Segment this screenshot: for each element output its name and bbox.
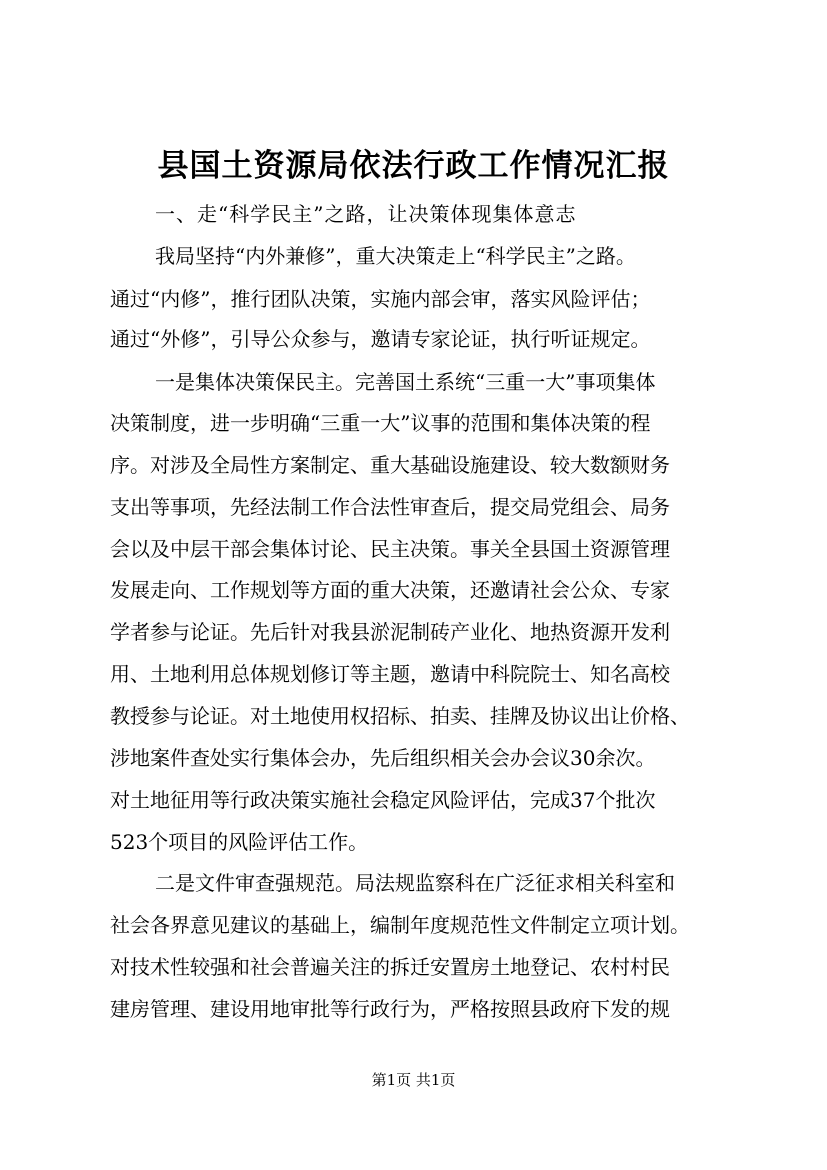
text-line: 建房管理、建设用地审批等行政行为，严格按照县政府下发的规 (110, 997, 670, 1021)
text-line: 涉地案件查处实行集体会办，先后组织相关会办会议30余次。 (110, 746, 656, 770)
text-line: 通过“外修”，引导公众参与，邀请专家论证，执行听证规定。 (110, 327, 651, 351)
text-line: 对技术性较强和社会普遍关注的拆迁安置房土地登记、农村村民 (110, 955, 670, 979)
text-line: 对土地征用等行政决策实施社会稳定风险评估，完成37个批次 (110, 788, 656, 812)
text-line: 支出等事项，先经法制工作合法性审查后，提交局党组会、局务 (110, 495, 670, 519)
text-line: 会以及中层干部会集体讨论、民主决策。事关全县国土资源管理 (110, 537, 670, 561)
text-line: 我局坚持“内外兼修”，重大决策走上“科学民主”之路。 (155, 244, 636, 268)
text-line: 通过“内修”，推行团队决策，实施内部会审，落实风险评估； (110, 287, 651, 311)
text-line: 决策制度，进一步明确“三重一大”议事的范围和集体决策的程 (110, 411, 651, 435)
text-line: 学者参与论证。先后针对我县淤泥制砖产业化、地热资源开发利 (110, 620, 670, 644)
page-footer: 第1页 共1页 (371, 1071, 456, 1089)
text-line: 一是集体决策保民主。完善国土系统“三重一大”事项集体 (155, 370, 656, 394)
text-line: 发展走向、工作规划等方面的重大决策，还邀请社会公众、专家 (110, 578, 670, 602)
text-line: 序。对涉及全局性方案制定、重大基础设施建设、较大数额财务 (110, 453, 670, 477)
text-line: 教授参与论证。对土地使用权招标、拍卖、挂牌及协议出让价格、 (110, 704, 690, 728)
text-line: 523个项目的风险评估工作。 (110, 830, 369, 854)
document-title: 县国土资源局依法行政工作情况汇报 (157, 148, 670, 184)
section-heading: 一、走“科学民主”之路，让决策体现集体意志 (155, 202, 577, 226)
text-line: 社会各界意见建议的基础上，编制年度规范性文件制定立项计划。 (110, 913, 690, 937)
text-line: 用、土地利用总体规划修订等主题，邀请中科院院士、知名高校 (110, 662, 670, 686)
text-line: 二是文件审查强规范。局法规监察科在广泛征求相关科室和 (155, 871, 675, 895)
